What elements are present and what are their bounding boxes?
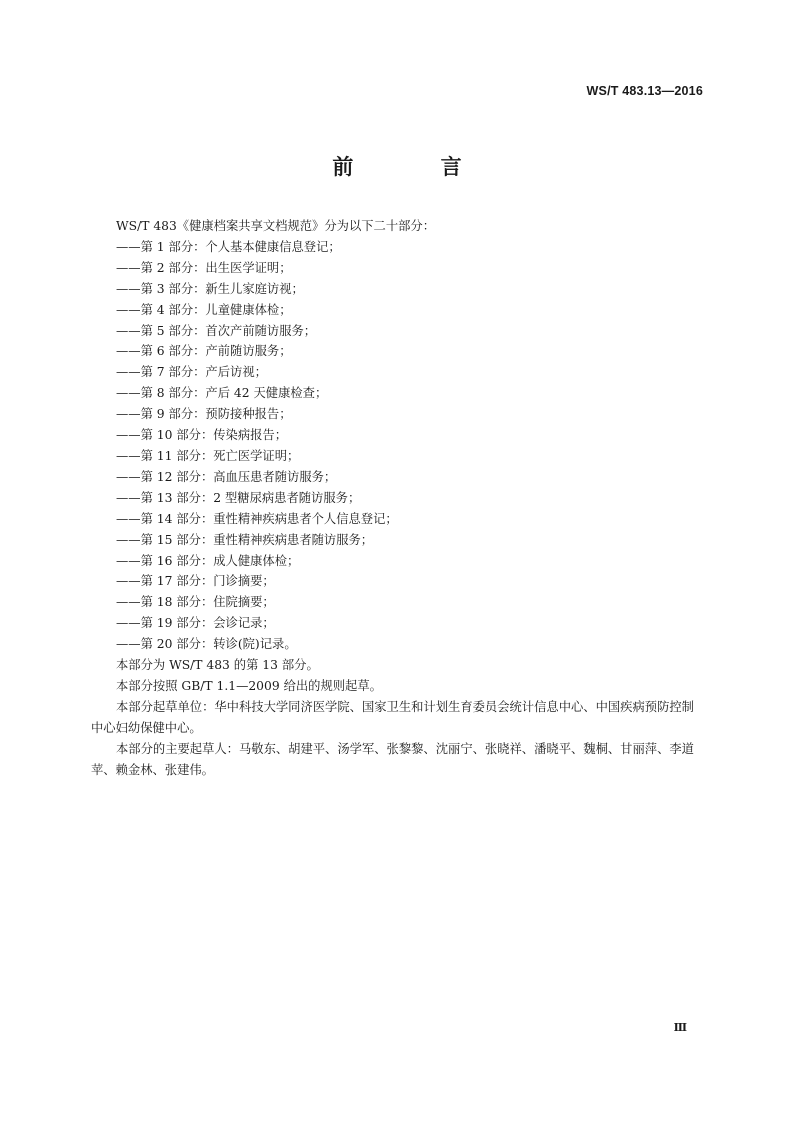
list-item: ——第 8 部分：产后 42 天健康检查； <box>116 386 328 401</box>
list-item: ——第 18 部分：住院摘要； <box>116 595 275 610</box>
drafters-paragraph: 本部分的主要起草人：马敬东、胡建平、汤学军、张黎黎、沈丽宁、张晓祥、潘晓平、魏桐、甘丽萍、李道苹、赖金林、张建伟。 <box>91 741 694 777</box>
list-item: ——第 19 部分：会诊记录； <box>116 616 275 631</box>
list-item: ——第 1 部分：个人基本健康信息登记； <box>116 239 341 254</box>
list-item: ——第 4 部分：儿童健康体检； <box>116 302 292 317</box>
list-item: ——第 9 部分：预防接种报告； <box>116 407 292 422</box>
drafting-units-paragraph: 本部分起草单位：华中科技大学同济医学院、国家卫生和计划生育委员会统计信息中心、中国疾病预防控制中心妇幼保健中心。 <box>91 699 694 735</box>
list-item: ——第 17 部分：门诊摘要； <box>116 574 275 589</box>
scope-paragraph: 本部分为 WS/T 483 的第 13 部分。 <box>116 658 319 673</box>
page-title: 前 言 <box>332 155 502 179</box>
foreword-content <box>91 216 705 780</box>
list-item: ——第 7 部分：产后访视； <box>116 365 267 380</box>
list-item: ——第 2 部分：出生医学证明； <box>116 260 292 275</box>
list-item: ——第 20 部分：转诊(院)记录。 <box>116 637 297 652</box>
parts-list <box>91 237 705 655</box>
list-item: ——第 5 部分：首次产前随访服务； <box>116 323 317 338</box>
list-item: ——第 13 部分：2 型糖尿病患者随访服务； <box>116 490 361 505</box>
list-item: ——第 15 部分：重性精神疾病患者随访服务； <box>116 532 374 547</box>
list-item: ——第 6 部分：产前随访服务； <box>116 344 292 359</box>
intro-paragraph: WS/T 483《健康档案共享文档规范》分为以下二十部分： <box>116 219 436 233</box>
document-code: WS/T 483.13—2016 <box>586 84 703 98</box>
list-item: ——第 10 部分：传染病报告； <box>116 428 288 443</box>
list-item: ——第 11 部分：死亡医学证明； <box>116 448 300 463</box>
list-item: ——第 12 部分：高血压患者随访服务； <box>116 469 337 484</box>
list-item: ——第 14 部分：重性精神疾病患者个人信息登记； <box>116 511 398 526</box>
drafting-rules-paragraph: 本部分按照 GB/T 1.1—2009 给出的规则起草。 <box>116 678 382 693</box>
page-number: Ⅲ <box>673 1021 687 1034</box>
list-item: ——第 16 部分：成人健康体检； <box>116 553 300 568</box>
list-item: ——第 3 部分：新生儿家庭访视； <box>116 281 304 296</box>
